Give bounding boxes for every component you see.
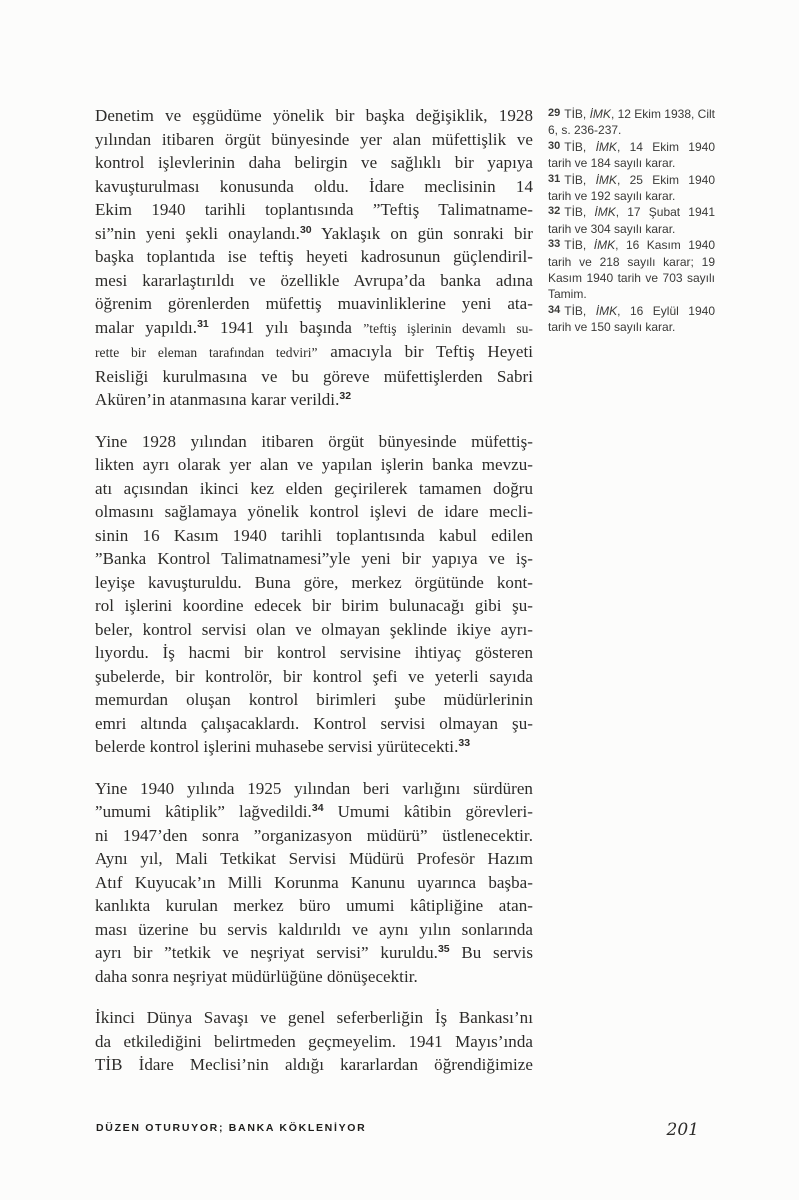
text-line: malar yapıldı.$^{31}$ 1941 yılı başında ”teftiş işlerinin devamlı su- [95,317,533,337]
footnote-marker: 34 [311,802,324,814]
text-line: öğrenim görenlerden müfettiş muavinliklerine yeni ata- [95,294,533,313]
paragraph [95,430,533,759]
text-line: şubelerde, bir kontrolör, bir kontrol şefi ve yeterli sayıda [95,666,533,686]
footnote-marker: 31 [197,317,209,330]
text-line: yılından itibaren örgüt bünyesinde yer alan müfettişlik ve [95,129,533,149]
italic-text: İMK [593,238,616,253]
footnote-number: 33 [548,238,561,251]
footnote: 31 TİB, İMK, 25 Ekim 1940 tarih ve 192 sayılı karar. [548,172,715,204]
footnote: 29 TİB, İMK, 12 Ekim 1938, Cilt 6, s. 236-237. [548,107,715,138]
text-line: olmasını sağlamaya yönelik kontrol işlevi de idare mecli- [95,502,533,521]
text-line: beler, kontrol servisi olan ve olmayan şeklinde ikiye ayrı- [95,619,533,639]
text-line: kanlıkta kurulan merkez büro umumi kâtipliğine atan- [95,896,533,915]
text-line: kontrol işlevlerinin daha belirgin ve sağlıklı bir yapıya [95,153,533,172]
text-line: emri altında çalışacaklardı. Kontrol servisi olmayan şu- [95,713,533,733]
paragraph [95,1006,533,1077]
running-title: DÜZEN OTURUYOR; BANKA KÖKLENİYOR [96,1122,367,1134]
footnote-number: 29 [548,107,561,119]
quoted-passage: rette bir eleman tarafından tedviri” [95,345,318,360]
text-line: da etkilediğini belirtmeden geçmeyelim. 1941 Mayıs’ında [95,1031,533,1051]
footnote-marker: 32 [339,390,352,402]
text-line: Denetim ve eşgüdüme yönelik bir başka değişiklik, 1928 [95,106,533,125]
text-line: Yine 1940 yılında 1925 yılından beri varlığını sürdüren [95,778,533,798]
body-column [95,104,533,1077]
quoted-passage: ”teftiş işlerinin devamlı su- [363,320,533,336]
text-line: Aküren’in atanmasına karar verildi.$^{32}$ [95,390,352,409]
text-line: ”umumi kâtiplik” lağvedildi.$^{34}$ Umumi kâtibin görevleri- [95,802,533,821]
text-line: TİB İdare Meclisi’nin aldığı kararlardan öğrendiğimize [95,1055,533,1074]
text-line: likten ayrı olarak yer alan ve yapılan işlerin banka mevzu- [95,455,533,474]
text-line: si”nin yeni şekli onaylandı.$^{30}$ Yaklaşık on gün sonraki bir [95,223,533,243]
text-line: daha sonra neşriyat müdürlüğüne dönüşecektir. [95,966,418,986]
footnote: 33 TİB, İMK, 16 Kasım 1940 tarih ve 218 sayılı karar; 19 Kasım 1940 tarih ve 703 sayılı Tamim. [548,238,715,302]
text-line: Atıf Kuyucak’ın Milli Korunma Kanunu uyarınca başba- [95,872,533,892]
footnote-marker: 33 [458,737,471,749]
text-line: belerde kontrol işlerini muhasebe servisi yürütecekti.$^{33}$ [95,737,471,756]
text-line: Reisliği kurulmasına ve bu göreve müfettişlerden Sabri [95,366,533,386]
text-line: ni 1947’den sonra ”organizasyon müdürü” üstlenecektir. [95,825,533,845]
text-line: ayrı bir ”tetkik ve neşriyat servisi” kuruldu.$^{35}$ Bu servis [95,943,533,962]
italic-text: İMK [595,303,618,318]
text-line: İkinci Dünya Savaşı ve genel seferberliğin İş Bankası’nı [95,1008,533,1027]
footnote-number: 30 [548,139,561,152]
text-line: mesi kararlaştırıldı ve özellikle Avrupa’da banka adına [95,270,533,290]
text-line: Aynı yıl, Mali Tetkikat Servisi Müdürü Profesör Hazım [95,849,533,868]
italic-text: İMK [594,205,616,220]
italic-text: İMK [595,172,617,187]
footnote-marker: 30 [299,223,312,236]
text-line: Ekim 1940 tarihli toplantısında ”Teftiş Talimatname- [95,200,533,219]
italic-text: İMK [595,139,617,154]
footnote-number: 32 [548,205,561,218]
text-line: rette bir eleman tarafından tedviri” amacıyla bir Teftiş Heyeti [95,342,533,361]
text-line: rol işlerini koordine edecek bir birim bulunacağı gibi şu- [95,596,533,615]
text-line: kavuşturulması konusunda oldu. İdare meclisinin 14 [95,176,533,196]
text-line: memurdan oluşan kontrol birimleri şube müdürlerinin [95,690,533,709]
text-line: ”Banka Kontrol Talimatnamesi”yle yeni bir yapıya ve iş- [95,549,533,568]
text-line: başka toplantıda ise teftiş heyeti kadrosunun güçlendiril- [95,247,533,266]
page-number: 201 [666,1120,699,1140]
margin-notes [548,106,715,336]
footnote-number: 31 [548,172,561,185]
text-line: leyişe kavuşturuldu. Buna göre, merkez örgütünde kont- [95,572,533,592]
paragraph [95,777,533,989]
text-line: lıyordu. İş hacmi bir kontrol servisine ihtiyaç gösteren [95,643,533,662]
footnote: 30 TİB, İMK, 14 Ekim 1940 tarih ve 184 sayılı karar. [548,139,715,171]
italic-text: İMK [589,107,611,121]
footnote: 32 TİB, İMK, 17 Şubat 1941 tarih ve 304 sayılı karar. [548,205,715,236]
text-line: Yine 1928 yılından itibaren örgüt bünyesinde müfettiş- [95,431,533,451]
text-line: ması üzerine bu servis kaldırıldı ve aynı yılın sonlarında [95,919,533,939]
footnote-number: 34 [548,303,561,316]
paragraph [95,104,533,412]
text-line: atı açısından ikinci kez elden geçirilerek tamamen doğru [95,478,533,498]
footnote-marker: 35 [437,943,450,955]
text-line: sinin 16 Kasım 1940 tarihli toplantısında kabul edilen [95,525,533,545]
footnote: 34 TİB, İMK, 16 Eylül 1940 tarih ve 150 sayılı karar. [548,303,716,335]
